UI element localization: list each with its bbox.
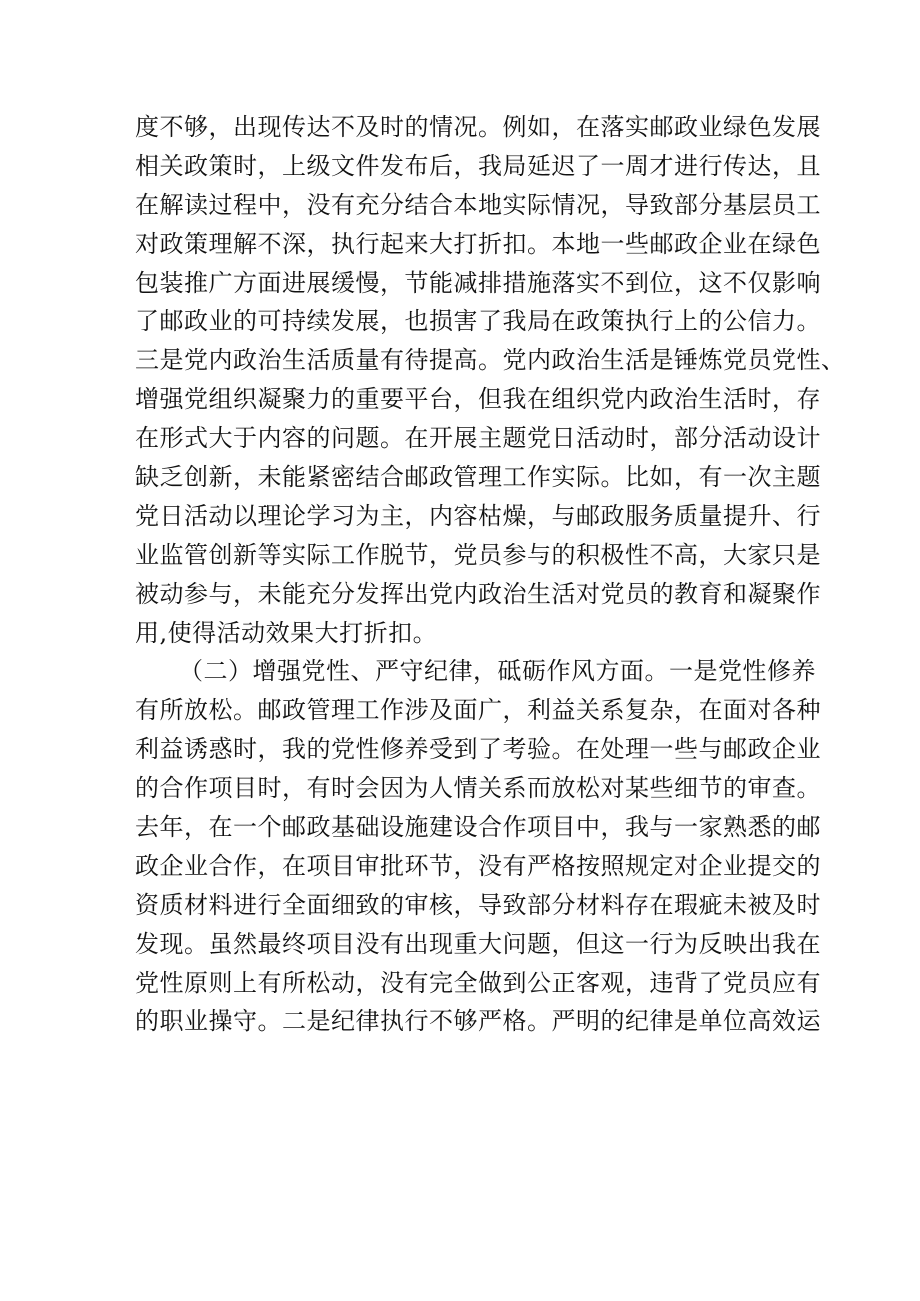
text-line: 有所放松。邮政管理工作涉及面广，利益关系复杂，在面对各种 [135, 696, 821, 725]
text-line: 发现。虽然最终项目没有出现重大问题，但这一行为反映出我在 [135, 929, 821, 958]
text-line: 包装推广方面进展缓慢，节能减排措施落实不到位，这不仅影响 [135, 268, 821, 297]
text-line: 在解读过程中，没有充分结合本地实际情况，导致部分基层员工 [135, 190, 821, 219]
text-line: 增强党组织凝聚力的重要平台，但我在组织党内政治生活时，存 [135, 385, 821, 414]
text-line: 的职业操守。二是纪律执行不够严格。严明的纪律是单位高效运 [135, 1007, 821, 1036]
text-line: 去年，在一个邮政基础设施建设合作项目中，我与一家熟悉的邮 [135, 813, 821, 842]
text-line: 政企业合作，在项目审批环节，没有严格按照规定对企业提交的 [135, 851, 821, 880]
text-line: 党性原则上有所松动，没有完全做到公正客观，违背了党员应有 [135, 968, 821, 997]
text-line: 资质材料进行全面细致的审核，导致部分材料存在瑕疵未被及时 [135, 890, 821, 919]
text-line: 被动参与，未能充分发挥出党内政治生活对党员的教育和凝聚作 [135, 579, 821, 608]
section-heading-line: （二）增强党性、严守纪律，砥砺作风方面。一是党性修养 [179, 657, 816, 686]
text-line: 相关政策时，上级文件发布后，我局延迟了一周才进行传达，且 [135, 151, 821, 180]
text-line: 的合作项目时，有时会因为人情关系而放松对某些细节的审查。 [135, 774, 821, 803]
text-line: 业监管创新等实际工作脱节，党员参与的积极性不高，大家只是 [135, 540, 821, 569]
text-line: 利益诱惑时，我的党性修养受到了考验。在处理一些与邮政企业 [135, 735, 821, 764]
text-line: 三是党内政治生活质量有待提高。党内政治生活是锤炼党员党性、 [135, 346, 846, 375]
text-line: 在形式大于内容的问题。在开展主题党日活动时，部分活动设计 [135, 424, 821, 453]
text-line: 党日活动以理论学习为主，内容枯燥，与邮政服务质量提升、行 [135, 501, 821, 530]
body-text [135, 108, 846, 1041]
text-line: 缺乏创新，未能紧密结合邮政管理工作实际。比如，有一次主题 [135, 463, 821, 492]
text-line: 度不够，出现传达不及时的情况。例如，在落实邮政业绿色发展 [135, 113, 821, 141]
text-line: 了邮政业的可持续发展，也损害了我局在政策执行上的公信力。 [135, 307, 821, 336]
text-line: 对政策理解不深，执行起来大打折扣。本地一些邮政企业在绿色 [135, 229, 821, 258]
text-line: 用,使得活动效果大打折扣。 [135, 618, 438, 647]
